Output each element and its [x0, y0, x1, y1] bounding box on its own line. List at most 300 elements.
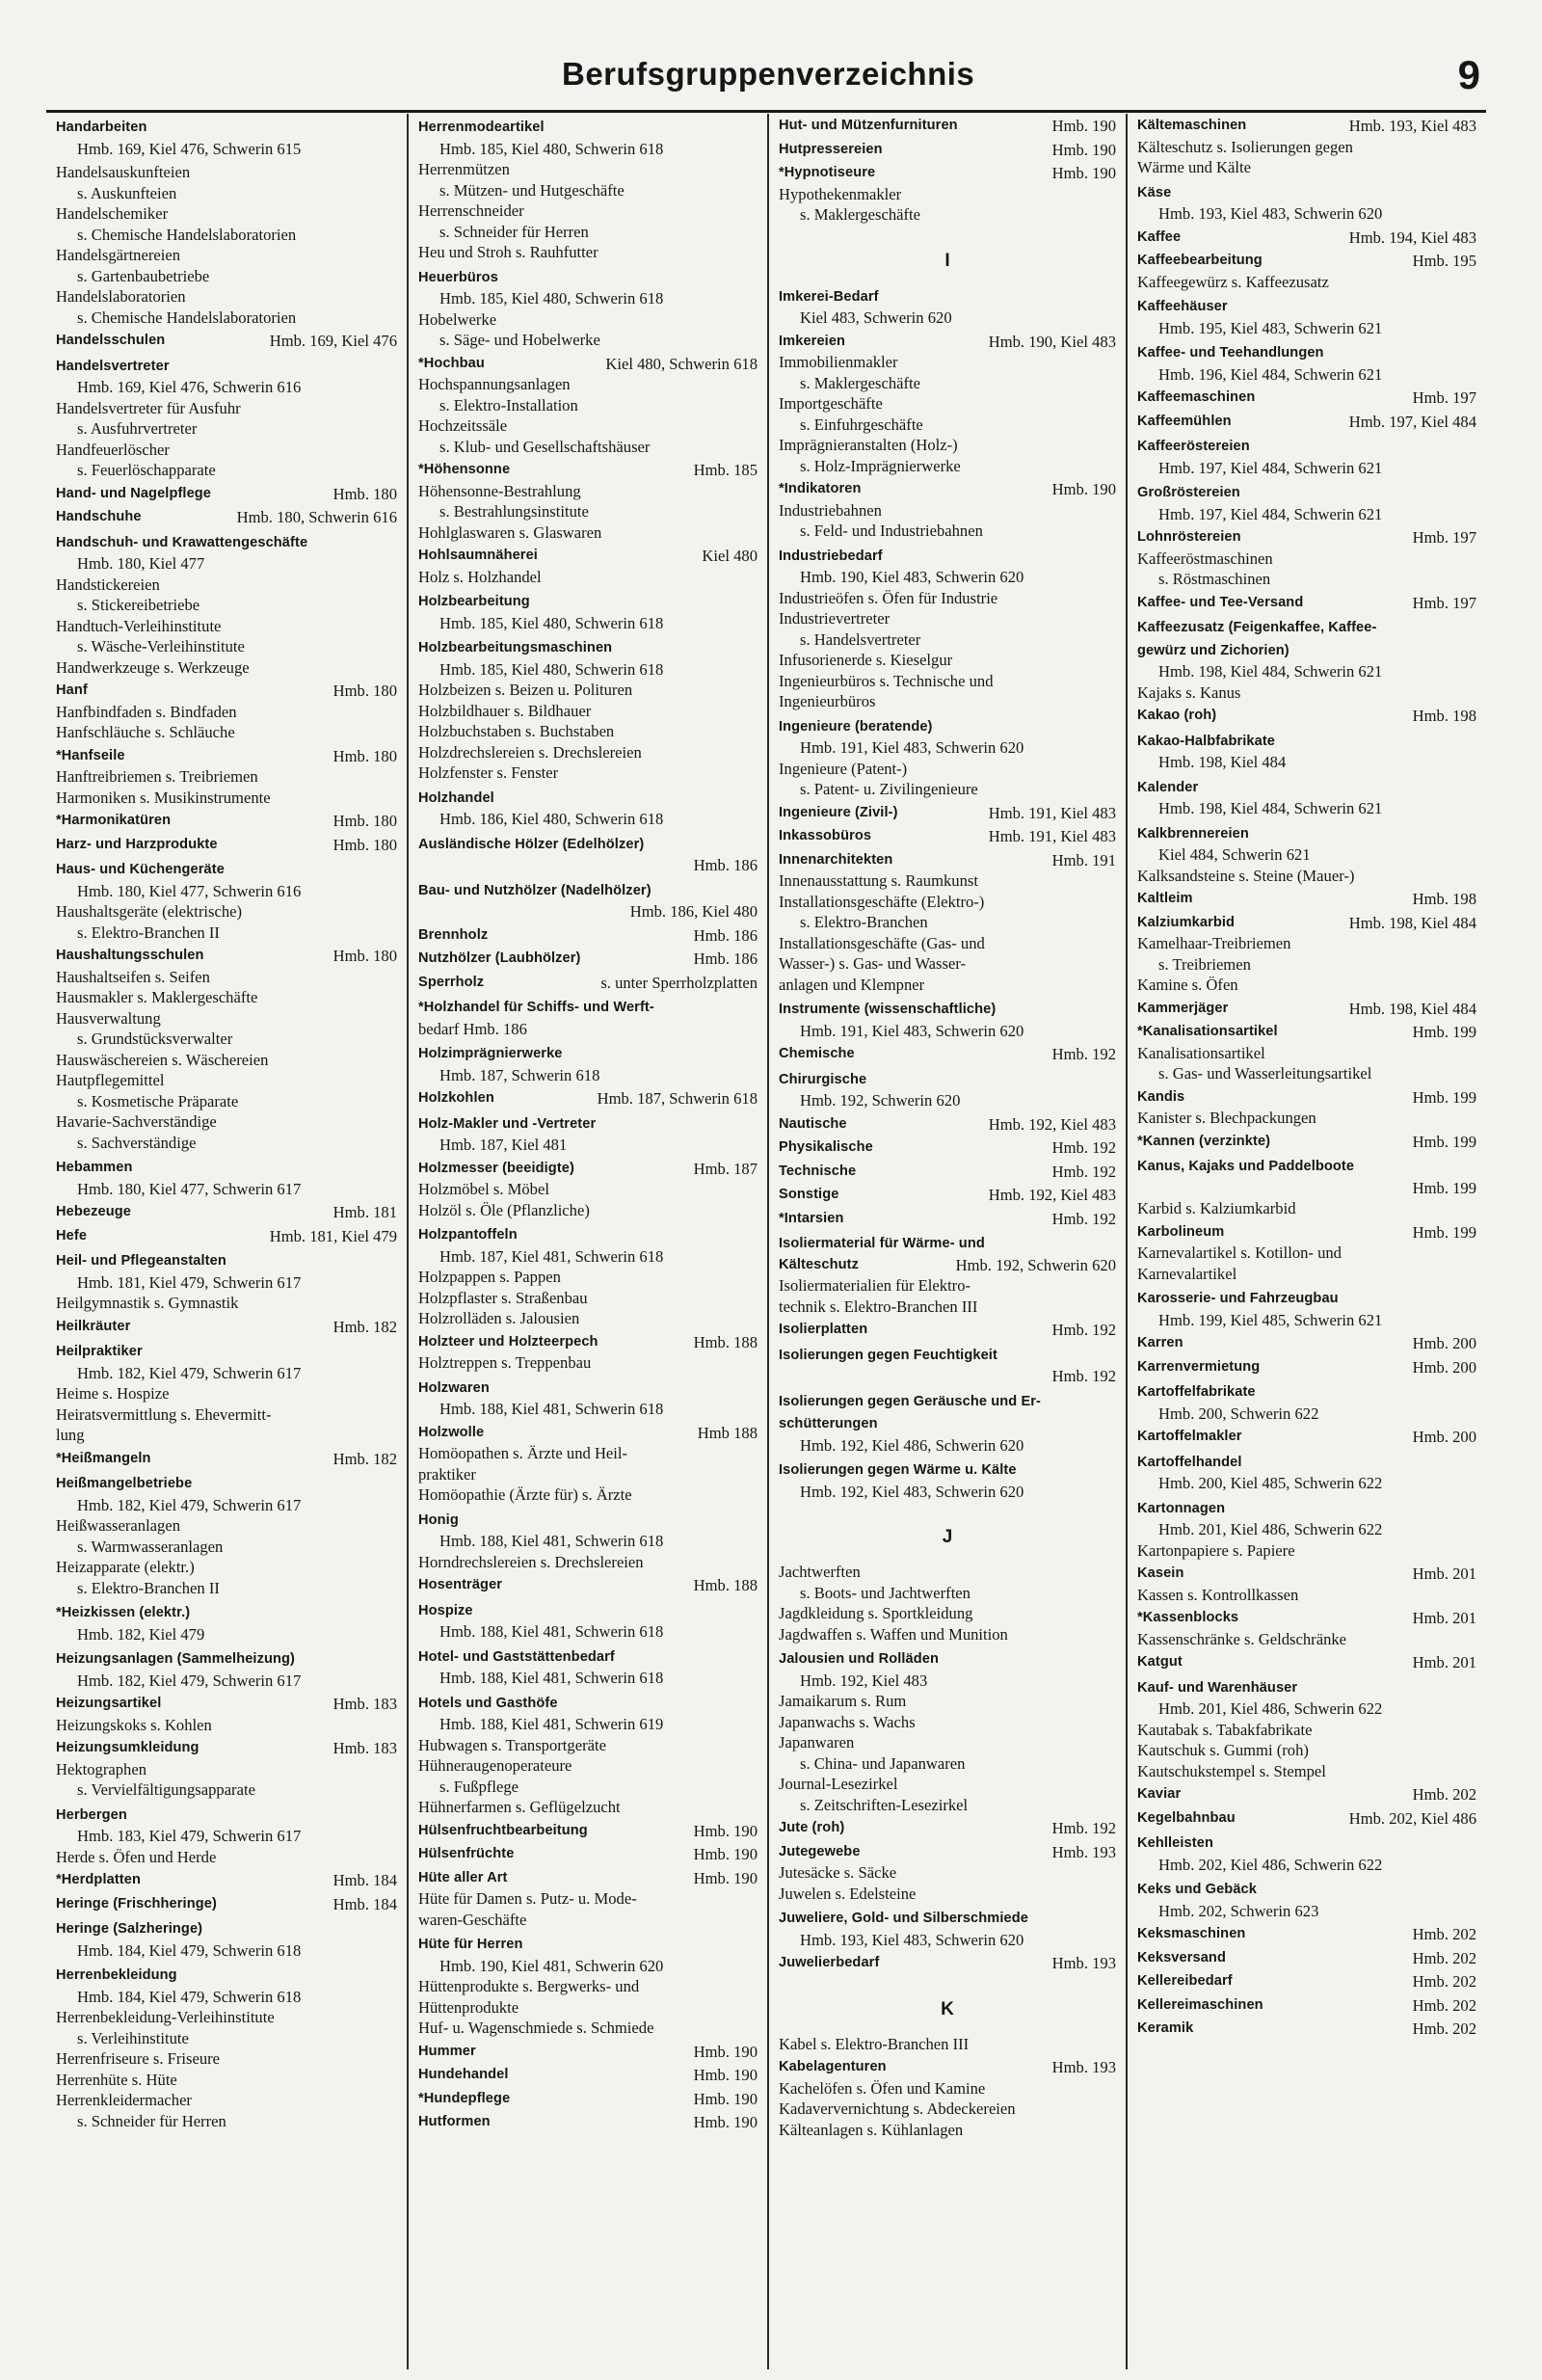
- entry-line: Heilgymnastik s. Gymnastik: [56, 1294, 239, 1312]
- entry-heading-row: [1137, 1427, 1476, 1448]
- entry-heading-row: [1137, 1155, 1476, 1178]
- entry-heading: *Hundepflege: [418, 2090, 511, 2106]
- entry-line: Holzbildhauer s. Bildhauer: [418, 701, 592, 720]
- entry-reference: Hmb. 201: [1412, 1653, 1476, 1671]
- entry-heading: Hosenträger: [418, 1577, 503, 1592]
- entry-heading-row: [779, 1390, 1116, 1413]
- entry-heading-row: [418, 1377, 758, 1400]
- entry-reference: Hmb. 180: [332, 746, 397, 765]
- entry-heading: Nutzhölzer (Laubhölzer): [418, 950, 581, 966]
- entry-line: Kälteanlagen s. Kühlanlagen: [779, 2120, 964, 2139]
- entry-heading-row: [418, 1088, 758, 1110]
- entry-reference: Hmb. 194, Kiel 483: [1348, 227, 1476, 247]
- entry-heading-row: [1137, 1222, 1476, 1243]
- entry-heading: Kaviar: [1137, 1786, 1182, 1802]
- entry-heading: Jalousien und Rolläden: [779, 1651, 939, 1667]
- entry-reference: Hmb. 187, Schwerin 618: [597, 1089, 758, 1108]
- entry-line: s. Elektro-Branchen II: [77, 1578, 220, 1597]
- entry-line: Hmb. 188, Kiel 481, Schwerin 619: [439, 1715, 664, 1733]
- directory-entry: [779, 1818, 1116, 1839]
- entry-heading-row: [1137, 1357, 1476, 1378]
- directory-entry: [418, 833, 758, 876]
- entry-heading-row: [418, 460, 758, 481]
- entry-line: Installationsgeschäfte (Gas- und: [779, 933, 985, 952]
- entry-line: Holz s. Holzhandel: [418, 567, 542, 586]
- entry-line: Hmb. 180, Kiel 477: [77, 554, 205, 573]
- directory-entry: [1137, 706, 1476, 727]
- entry-line: Homöopathen s. Ärzte und Heil-: [418, 1444, 628, 1462]
- directory-entry: [56, 116, 397, 159]
- entry-line: Holzmöbel s. Möbel: [418, 1180, 549, 1198]
- entry-heading: Käse: [1137, 184, 1172, 201]
- entry-heading-row: [1137, 1948, 1476, 1969]
- entry-heading-row: [1137, 1652, 1476, 1673]
- entry-heading: Hanf: [56, 682, 88, 698]
- entry-line: Handtuch-Verleihinstitute: [56, 616, 222, 635]
- entry-heading: Kakao (roh): [1137, 708, 1217, 723]
- entry-line: Handelslaboratorien: [56, 287, 186, 306]
- directory-entry: [779, 2057, 1116, 2140]
- entry-heading-row: [1137, 1676, 1476, 1699]
- entry-line: Hühnerfarmen s. Geflügelzucht: [418, 1798, 621, 1816]
- directory-entry: [418, 787, 758, 830]
- entry-reference: Hmb. 190, Kiel 483: [988, 332, 1116, 351]
- directory-entry: [56, 858, 397, 943]
- entry-heading: Hefe: [56, 1227, 88, 1243]
- entry-line: Hmb. 193, Kiel 483, Schwerin 620: [1158, 204, 1383, 223]
- entry-heading-row: [1137, 776, 1476, 799]
- column-2: [407, 114, 767, 2369]
- entry-heading: Heilkräuter: [56, 1318, 131, 1334]
- entry-heading-row: [779, 1044, 1116, 1065]
- entry-heading: Heil- und Pflegeanstalten: [56, 1253, 226, 1269]
- entry-heading: Hummer: [418, 2043, 476, 2059]
- entry-line: s. Ausfuhrvertreter: [77, 419, 198, 438]
- entry-heading-row: [779, 1412, 1116, 1435]
- entry-line: Hmb. 184, Kiel 479, Schwerin 618: [77, 1987, 302, 2006]
- entry-line: Kajaks s. Kanus: [1137, 682, 1241, 702]
- directory-entry: [779, 850, 1116, 996]
- entry-heading: Imkereien: [779, 333, 846, 349]
- entry-heading: Holzbearbeitungsmaschinen: [418, 640, 613, 655]
- entry-heading: Kältemaschinen: [1137, 118, 1247, 133]
- directory-entry: [1137, 913, 1476, 996]
- entry-reference: Hmb. 184: [332, 1871, 397, 1889]
- entry-heading: *Kassenblocks: [1137, 1610, 1239, 1625]
- entry-reference: Hmb. 193, Kiel 483: [1348, 117, 1476, 135]
- entry-line: Industrievertreter: [779, 609, 891, 628]
- entry-line: Hmb. 202, Kiel 486, Schwerin 622: [1158, 1855, 1383, 1874]
- entry-line: Hmb. 188, Kiel 481, Schwerin 618: [439, 1622, 664, 1641]
- entry-line: Hmb. 198, Kiel 484: [1158, 753, 1287, 771]
- entry-reference: Hmb. 190: [1051, 480, 1116, 498]
- directory-entry: [779, 1209, 1116, 1230]
- entry-line: s. Auskunfteien: [77, 183, 177, 202]
- directory-entry: [418, 1868, 758, 1931]
- entry-reference-row: [1137, 1178, 1476, 1199]
- directory-entry: [1137, 481, 1476, 524]
- entry-line: Holzfenster s. Fenster: [418, 763, 559, 782]
- entry-heading: Heißmangelbetriebe: [56, 1476, 193, 1491]
- entry-line: Kachelöfen s. Öfen und Kamine: [779, 2078, 986, 2098]
- entry-heading: Juwelierbedarf: [779, 1955, 880, 1970]
- entry-reference: s. unter Sperrholzplatten: [600, 973, 758, 992]
- entry-line: Imprägnieranstalten (Holz-): [779, 436, 958, 454]
- entry-line: Heißwasseranlagen: [56, 1516, 181, 1535]
- entry-heading: Karosserie- und Fahrzeugbau: [1137, 1291, 1339, 1306]
- directory-entry: [56, 484, 397, 505]
- entry-heading-row: [1137, 1924, 1476, 1945]
- entry-line: s. Maklergeschäfte: [800, 205, 921, 224]
- entry-heading: Keramik: [1137, 2020, 1194, 2036]
- entry-heading: Kaffee: [1137, 228, 1182, 245]
- directory-entry: [1137, 730, 1476, 773]
- entry-line: Hmb. 196, Kiel 484, Schwerin 621: [1158, 364, 1383, 384]
- entry-line: Herrenhüte s. Hüte: [56, 2070, 177, 2089]
- entry-reference: Hmb. 190: [693, 1868, 758, 1887]
- directory-entry: [1137, 295, 1476, 338]
- entry-heading: Jute (roh): [779, 1820, 845, 1835]
- directory-entry: [1137, 251, 1476, 292]
- entry-heading-row: [56, 507, 397, 528]
- directory-entry: [418, 1821, 758, 1842]
- entry-heading: Kaffeehäuser: [1137, 299, 1228, 314]
- entry-heading-row: [1137, 1971, 1476, 1992]
- entry-line: Hüte für Damen s. Putz- u. Mode-: [418, 1889, 637, 1908]
- entry-line: Herrenmützen: [418, 160, 510, 178]
- entry-heading-row: [1137, 116, 1476, 137]
- entry-heading: Holzkohlen: [418, 1090, 494, 1106]
- directory-entry: [779, 715, 1116, 800]
- directory-entry: [1137, 116, 1476, 178]
- directory-entry: [1137, 388, 1476, 409]
- entry-line: Hmb. 180, Kiel 477, Schwerin 617: [77, 1179, 302, 1198]
- directory-entry: [1137, 1832, 1476, 1875]
- entry-line: s. Feld- und Industriebahnen: [800, 521, 983, 540]
- directory-entry: [779, 116, 1116, 137]
- directory-entry: [418, 1159, 758, 1221]
- directory-entry: [418, 879, 758, 923]
- entry-heading: Juweliere, Gold- und Silberschmiede: [779, 1911, 1028, 1926]
- entry-heading-row: [418, 1159, 758, 1180]
- directory-entry: [779, 1232, 1116, 1317]
- page-number: 9: [1457, 52, 1480, 97]
- entry-reference: Hmb. 190: [1051, 117, 1116, 135]
- entry-line: Kanalisationsartikel: [1137, 1043, 1265, 1062]
- entry-line: Hmb. 195, Kiel 483, Schwerin 621: [1158, 318, 1383, 337]
- entry-line: s. Bestrahlungsinstitute: [439, 502, 589, 521]
- entry-heading-row: [418, 354, 758, 375]
- entry-heading-row: [418, 1692, 758, 1715]
- directory-entry: [779, 285, 1116, 329]
- directory-entry: [1137, 1564, 1476, 1605]
- entry-line: Handelsauskunfteien: [56, 163, 191, 181]
- directory-entry: [418, 2042, 758, 2063]
- entry-heading-row: [56, 1472, 397, 1495]
- entry-heading-row: [418, 1645, 758, 1669]
- entry-heading-row: [779, 1114, 1116, 1136]
- entry-line: s. Säge- und Hobelwerke: [439, 331, 600, 349]
- entry-heading: Holzhandel: [418, 789, 494, 806]
- entry-heading: Innenarchitekten: [779, 851, 893, 868]
- entry-line: Installationsgeschäfte (Elektro-): [779, 892, 985, 911]
- entry-heading: Kaffee- und Teehandlungen: [1137, 345, 1324, 361]
- entry-line: Wasser-) s. Gas- und Wasser-: [779, 954, 967, 973]
- entry-heading: Sonstige: [779, 1187, 839, 1202]
- entry-heading: Heringe (Salzheringe): [56, 1921, 203, 1937]
- entry-line: s. Chemische Handelslaboratorien: [77, 308, 297, 327]
- entry-heading: Hutpressereien: [779, 141, 883, 157]
- entry-heading: Keksversand: [1137, 1949, 1226, 1966]
- entry-reference: Hmb. 180: [332, 682, 397, 700]
- entry-line: s. Kosmetische Präparate: [77, 1091, 239, 1110]
- directory-entry: [1137, 1287, 1476, 1330]
- entry-reference: Kiel 480, Schwerin 618: [605, 354, 758, 373]
- entry-line: Jagdwaffen s. Waffen und Munition: [779, 1624, 1008, 1644]
- directory-entry: [418, 1042, 758, 1085]
- directory-entry: [56, 1738, 397, 1801]
- entry-line: Ingenieurbüros s. Technische und: [779, 671, 994, 690]
- entry-heading-row: [1137, 481, 1476, 504]
- directory-entry: [56, 1226, 397, 1247]
- entry-heading: Sperrholz: [418, 974, 485, 990]
- entry-heading: Kellereimaschinen: [1137, 1996, 1263, 2013]
- directory-entry: [1137, 1222, 1476, 1285]
- directory-entry: [779, 1320, 1116, 1341]
- directory-entry: [1137, 1652, 1476, 1673]
- entry-line: Kadaververnichtung s. Abdeckereien: [779, 2099, 1016, 2118]
- entry-heading-row: [779, 545, 1116, 568]
- entry-heading: Heilpraktiker: [56, 1344, 143, 1359]
- directory-entry: [1137, 412, 1476, 433]
- entry-heading: Hotels und Gasthöfe: [418, 1695, 558, 1711]
- entry-heading: Chemische: [779, 1046, 855, 1061]
- entry-reference: Hmb. 191, Kiel 483: [988, 827, 1116, 845]
- entry-line: Heizungskoks s. Kohlen: [56, 1715, 212, 1734]
- entry-heading: *Holzhandel für Schiffs- und Werft-: [418, 1000, 654, 1015]
- entry-line: s. Chemische Handelslaboratorien: [77, 225, 297, 244]
- entry-heading-row: [418, 2042, 758, 2063]
- directory-entry: [1137, 593, 1476, 614]
- entry-heading: *Kannen (verzinkte): [1137, 1133, 1271, 1149]
- entry-line: Hmb. 185, Kiel 480, Schwerin 618: [439, 613, 664, 632]
- entry-line: Kautabak s. Tabakfabrikate: [1137, 1720, 1313, 1739]
- entry-reference: Hmb. 193: [1051, 2058, 1116, 2076]
- entry-line: Hypothekenmakler: [779, 184, 902, 203]
- entry-line: Hmb. 192, Kiel 486, Schwerin 620: [800, 1435, 1024, 1455]
- entry-line: Hüttenprodukte s. Bergwerks- und: [418, 1977, 640, 1995]
- entry-heading-row: [418, 787, 758, 810]
- entry-heading-row: [779, 1344, 1116, 1367]
- entry-heading-row: [56, 1317, 397, 1338]
- entry-heading-row: [56, 116, 397, 139]
- entry-line: Journal-Lesezirkel: [779, 1775, 898, 1793]
- entry-line: s. Treibriemen: [1158, 954, 1251, 974]
- entry-line: Hmb. 185, Kiel 480, Schwerin 618: [439, 659, 664, 679]
- entry-heading-row: [779, 2057, 1116, 2078]
- entry-heading-row: [56, 1156, 397, 1179]
- entry-line: Hochzeitssäle: [418, 416, 508, 435]
- entry-heading: Kaffeemaschinen: [1137, 389, 1256, 405]
- entry-heading-row: [56, 811, 397, 832]
- entry-line: Hmb. 191, Kiel 483, Schwerin 620: [800, 738, 1024, 757]
- entry-heading: Holz-Makler und -Vertreter: [418, 1115, 597, 1132]
- directory-entry: [1137, 999, 1476, 1020]
- entry-reference: Hmb. 192: [1051, 1138, 1116, 1157]
- entry-line: Kaffeeröstmaschinen: [1137, 548, 1273, 568]
- column-1: [46, 114, 407, 2369]
- entry-line: s. China- und Japanwaren: [800, 1753, 966, 1773]
- entry-heading: Karren: [1137, 1335, 1183, 1350]
- directory-entry: [1137, 227, 1476, 249]
- entry-heading-row: [1137, 1808, 1476, 1830]
- directory-entry: [779, 1842, 1116, 1905]
- directory-entry: [1137, 1924, 1476, 1945]
- entry-line: Kiel 484, Schwerin 621: [1158, 845, 1311, 864]
- entry-heading-row: [1137, 1287, 1476, 1310]
- entry-reference: Hmb. 191, Kiel 483: [988, 803, 1116, 822]
- entry-heading: Isolierungen gegen Geräusche und Er-: [779, 1393, 1042, 1409]
- entry-heading-row: [56, 946, 397, 967]
- entry-heading: Kaffeemühlen: [1137, 413, 1232, 429]
- directory-entry: [1137, 527, 1476, 590]
- entry-line: Heiratsvermittlung s. Ehevermitt-: [56, 1404, 272, 1424]
- entry-reference: Hmb 188: [697, 1423, 758, 1442]
- entry-heading-row: [1137, 889, 1476, 910]
- entry-line: Hmb. 187, Schwerin 618: [439, 1065, 600, 1084]
- entry-heading: Ingenieure (Zivil-): [779, 804, 898, 820]
- entry-heading: Nautische: [779, 1115, 847, 1132]
- entry-line: s. Patent- u. Zivilingenieure: [800, 780, 978, 798]
- entry-heading-row: [56, 331, 397, 352]
- entry-reference: Hmb. 197: [1412, 528, 1476, 547]
- entry-line: s. Mützen- und Hutgeschäfte: [439, 180, 625, 200]
- entry-heading-row: [418, 1509, 758, 1532]
- entry-line: Hmb. 198, Kiel 484, Schwerin 621: [1158, 662, 1383, 681]
- entry-reference: Hmb. 202, Kiel 486: [1348, 1808, 1476, 1828]
- entry-reference: Hmb. 181, Kiel 479: [269, 1226, 397, 1245]
- entry-heading-row: [56, 1601, 397, 1624]
- entry-heading: Holzwaren: [418, 1379, 490, 1396]
- directory-entry: [779, 1390, 1116, 1457]
- directory-entry: [56, 1317, 397, 1338]
- entry-reference: Hmb. 186: [693, 925, 758, 945]
- entry-reference: Hmb. 192: [1051, 1209, 1116, 1228]
- entry-line: Horndrechslereien s. Drechslereien: [418, 1552, 644, 1571]
- entry-line: Hmb. 183, Kiel 479, Schwerin 617: [77, 1827, 302, 1845]
- entry-heading-row: [1137, 1564, 1476, 1585]
- entry-line: Herrenfriseure s. Friseure: [56, 2049, 221, 2068]
- directory-entry: [418, 2065, 758, 2086]
- directory-entry: [56, 1870, 397, 1891]
- entry-heading: Hüte aller Art: [418, 1869, 508, 1885]
- entry-heading: Brennholz: [418, 926, 489, 943]
- directory-entry: [56, 331, 397, 352]
- entry-heading-row: [418, 925, 758, 947]
- entry-heading: Kaffeezusatz (Feigenkaffee, Kaffee-: [1137, 620, 1377, 635]
- entry-line: Kartonpapiere s. Papiere: [1137, 1540, 1295, 1560]
- entry-line: s. Fußpflege: [439, 1777, 519, 1796]
- entry-heading-row: [1137, 527, 1476, 548]
- directory-entry: [56, 1340, 397, 1446]
- entry-line: s. Zeitschriften-Lesezirkel: [800, 1795, 969, 1814]
- directory-entry: [418, 1509, 758, 1573]
- entry-line: Homöopathie (Ärzte für) s. Ärzte: [418, 1485, 632, 1504]
- entry-heading-row: [418, 2065, 758, 2086]
- entry-heading: Jutegewebe: [779, 1843, 861, 1859]
- entry-heading-row: [1137, 1832, 1476, 1855]
- entry-heading: Herbergen: [56, 1806, 127, 1823]
- entry-reference: Hmb. 202: [1412, 1925, 1476, 1943]
- entry-heading-row: [779, 1209, 1116, 1230]
- entry-line: Karnevalartikel s. Kotillon- und: [1137, 1243, 1342, 1262]
- entry-reference-row: [418, 901, 758, 923]
- column-3: [767, 114, 1126, 2369]
- entry-line: Jagdkleidung s. Sportkleidung: [779, 1604, 973, 1622]
- entry-reference: Hmb. 192: [1051, 1367, 1116, 1385]
- entry-line: Hmb. 182, Kiel 479, Schwerin 617: [77, 1671, 302, 1690]
- entry-heading: Kehlleisten: [1137, 1835, 1213, 1851]
- entry-line: Kanister s. Blechpackungen: [1137, 1109, 1316, 1127]
- entry-heading-row: [56, 1226, 397, 1247]
- entry-line: Hühneraugenoperateure: [418, 1756, 572, 1775]
- entry-heading: Kellereibedarf: [1137, 1973, 1233, 1989]
- entry-reference: Hmb. 190: [693, 2113, 758, 2131]
- entry-heading: Bau- und Nutzhölzer (Nadelhölzer): [418, 882, 651, 898]
- entry-heading-row: [418, 1112, 758, 1136]
- entry-heading: Chirurgische: [779, 1071, 867, 1087]
- entry-heading-row: [1137, 706, 1476, 727]
- directory-entry: [779, 1185, 1116, 1206]
- entry-heading-row: [779, 1907, 1116, 1930]
- entry-reference: Hmb. 180: [332, 812, 397, 830]
- entry-line: s. Gas- und Wasserleitungsartikel: [1158, 1064, 1372, 1083]
- entry-heading: Kandis: [1137, 1088, 1185, 1105]
- entry-line: s. Verleihinstitute: [77, 2028, 189, 2047]
- entry-line: Jachtwerften: [779, 1563, 861, 1581]
- entry-line: Kamine s. Öfen: [1137, 976, 1238, 994]
- entry-heading-row: [1137, 1022, 1476, 1043]
- entry-reference-row: [418, 855, 758, 876]
- entry-line: Immobilienmakler: [779, 353, 898, 371]
- entry-line: Haushaltsgeräte (elektrische): [56, 902, 243, 921]
- entry-reference: Kiel 480: [702, 547, 758, 565]
- entry-heading-row: [1137, 227, 1476, 249]
- entry-heading-row: [779, 1842, 1116, 1863]
- entry-line: Hmb. 185, Kiel 480, Schwerin 618: [439, 289, 664, 308]
- entry-reference: Hmb. 199: [1412, 1023, 1476, 1041]
- directory-entry: [1137, 1155, 1476, 1219]
- entry-line: Hmb. 190, Kiel 483, Schwerin 620: [800, 568, 1024, 586]
- entry-heading-row: [1137, 1995, 1476, 2017]
- entry-line: s. Wäsche-Verleihinstitute: [77, 637, 245, 655]
- entry-heading: Kabelagenturen: [779, 2059, 887, 2074]
- entry-line: Heu und Stroh s. Rauhfutter: [418, 243, 598, 261]
- entry-heading-row: [1137, 2019, 1476, 2040]
- entry-line: Holzbeizen s. Beizen u. Polituren: [418, 681, 633, 699]
- entry-line: Herde s. Öfen und Herde: [56, 1847, 217, 1866]
- entry-heading-row: [56, 1917, 397, 1940]
- entry-heading: *Hanfseile: [56, 747, 125, 763]
- entry-line: Industrieöfen s. Öfen für Industrie: [779, 588, 998, 607]
- entry-heading-row: [56, 531, 397, 554]
- entry-line: Hmb. 200, Schwerin 622: [1158, 1404, 1319, 1423]
- entry-reference: Hmb. 198: [1412, 890, 1476, 908]
- entry-heading-row: [1137, 435, 1476, 458]
- entry-heading: Holzwolle: [418, 1424, 485, 1440]
- entry-heading: Ingenieure (beratende): [779, 718, 933, 735]
- directory-entry: [56, 162, 397, 328]
